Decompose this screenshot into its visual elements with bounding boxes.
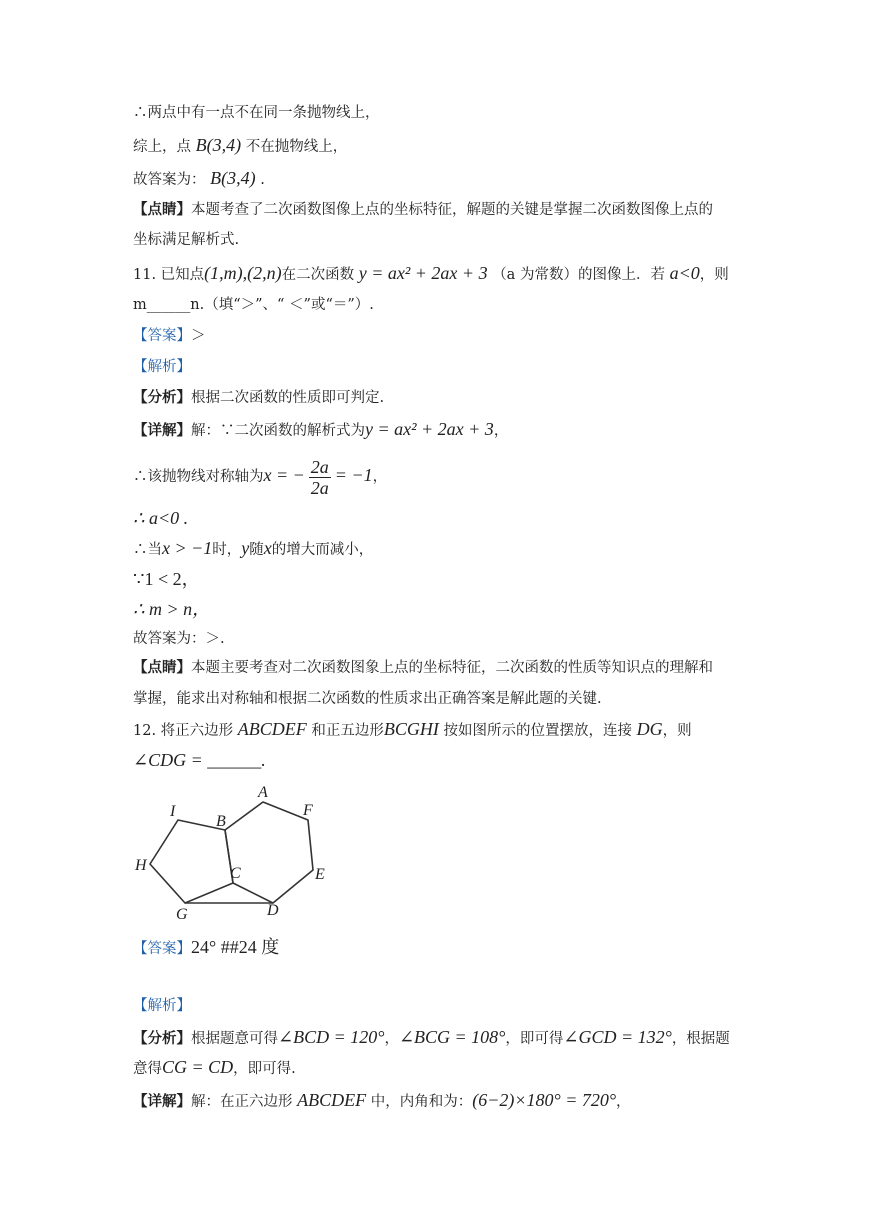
text-line-2: 综上，点 B(3,4) 不在抛物线上， xyxy=(133,135,348,155)
detail-1: 【详解】解：∵二次函数的解析式为y = ax² + 2ax + 3， xyxy=(133,419,509,439)
question-12-cont: ∠CDG = ______. xyxy=(133,750,266,770)
step-2: ∴当x > −1时，y随x的增大而减小， xyxy=(133,538,374,558)
step-5: 故答案为：＞. xyxy=(133,631,225,647)
question-11: 11. 已知点(1,m),(2,n)在二次函数 y = ax² + 2ax + 3 （a 为常数）的图像上．若 a<0，则 xyxy=(133,263,729,283)
step-1: ∴ a<0 . xyxy=(133,508,189,528)
text-line-1: ∴两点中有一点不在同一条抛物线上， xyxy=(133,105,380,121)
axis-line: ∴该抛物线对称轴为x = − $\frac{2a}{2a}$ = −1， xyxy=(133,456,388,498)
insight-2: 【点睛】本题主要考查对二次函数图象上点的坐标特征，二次函数的性质等知识点的理解和 xyxy=(133,659,713,676)
analysis-2-cont: 意得CG = CD，即可得. xyxy=(133,1057,296,1077)
text-line-4: 【点睛】本题考查了二次函数图像上点的坐标特征，解题的关键是掌握二次函数图像上点的 xyxy=(133,201,713,218)
label-D: D xyxy=(267,902,279,919)
label-H: H xyxy=(135,857,147,874)
hexagon xyxy=(225,802,313,903)
step-3: ∵1 < 2， xyxy=(133,569,200,589)
label-F: F xyxy=(303,802,313,819)
text-line-3: 故答案为： B(3,4) . xyxy=(133,168,265,188)
label-E: E xyxy=(315,866,325,883)
label-A: A xyxy=(258,784,268,801)
question-12: 12. 将正六边形 ABCDEF 和正五边形BCGHI 按如图所示的位置摆放，连接 DG，则 xyxy=(133,719,692,739)
analysis-1: 【分析】根据二次函数的性质即可判定. xyxy=(133,389,385,406)
label-C: C xyxy=(230,865,241,882)
answer-11: 【答案】＞ xyxy=(133,328,206,344)
fraction: $\frac{2a}{2a}$ xyxy=(310,456,329,498)
label-I: I xyxy=(170,803,176,820)
label-B: B xyxy=(216,813,226,830)
question-11-cont: m______n.（填“＞”、“ ＜”或“＝”）. xyxy=(133,297,374,313)
insight-2-cont: 掌握，能求出对称轴和根据二次函数的性质求出正确答案是解此题的关键. xyxy=(133,691,602,707)
analysis-2: 【分析】根据题意可得∠BCD = 120°，∠BCG = 108°，即可得∠GCD = 132°，根据题 xyxy=(133,1027,730,1047)
text-line-5: 坐标满足解析式. xyxy=(133,232,240,248)
analysis-heading-2: 【解析】 xyxy=(133,998,191,1014)
step-4: ∴ m > n， xyxy=(133,599,211,619)
answer-12: 【答案】24° ##24 度 xyxy=(133,937,280,957)
analysis-heading-1: 【解析】 xyxy=(133,359,191,375)
geometry-figure xyxy=(130,780,350,930)
pentagon xyxy=(150,820,233,903)
label-G: G xyxy=(176,906,188,923)
detail-2: 【详解】解：在正六边形 ABCDEF 中，内角和为：(6−2)×180° = 720°， xyxy=(133,1090,631,1110)
